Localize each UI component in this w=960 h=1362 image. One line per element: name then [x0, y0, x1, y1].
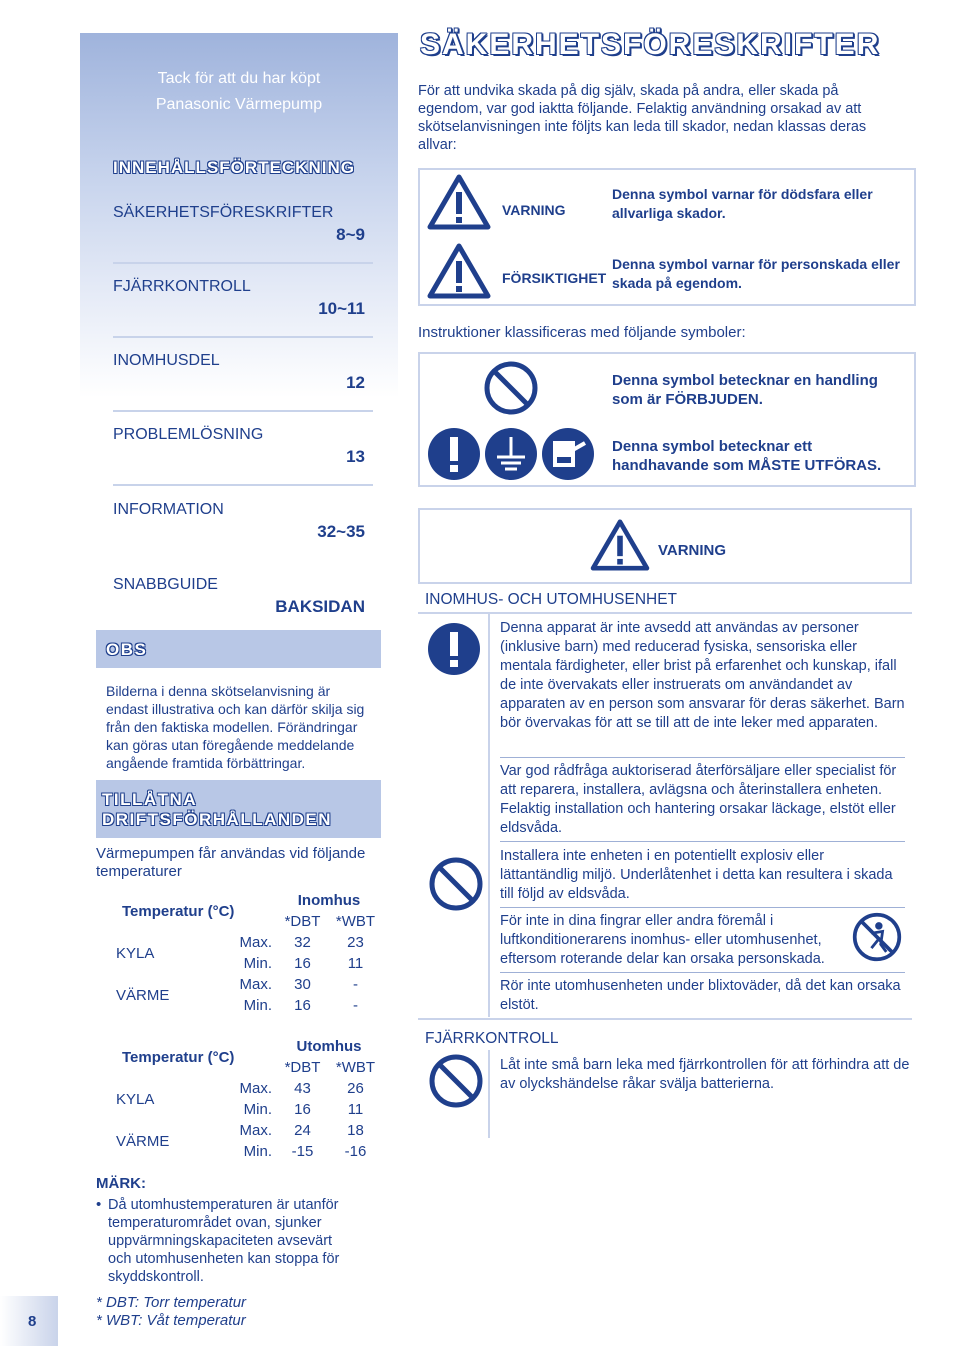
instr-intro: Instruktioner klassificeras med följande symboler: [418, 324, 746, 341]
mode-cell: KYLA [116, 1090, 155, 1108]
severity-desc-warning: Denna symbol varnar för dödsfara eller allvarliga skador. [612, 186, 873, 221]
kind-cell: Min. [243, 1101, 272, 1118]
footnote-wbt: * WBT: Våt temperatur [96, 1312, 246, 1329]
toc-title: INNEHÅLLSFÖRTECKNING [113, 158, 355, 177]
remote-warning-text: Låt inte små barn leka med fjärrkontrollen för att förhindra att de av olyckshändelse råkar svälja batterierna. [500, 1057, 910, 1092]
no-fingers-icon [851, 911, 903, 963]
indoor-temp-table [112, 890, 382, 1016]
allowed-title-1: TILLÅTNA [102, 790, 198, 809]
page-title: SÄKERHETSFÖRESKRIFTER [420, 28, 881, 61]
table-group: Inomhus [297, 892, 361, 909]
prohibited-icon [428, 1053, 484, 1109]
table-group: Utomhus [296, 1038, 362, 1055]
prohibited-icon [428, 856, 484, 912]
toc-label: FJÄRRKONTROLL [113, 278, 251, 295]
severity-label-caution: FÖRSIKTIGHET [502, 270, 607, 286]
warning-text-4: För inte in dina fingrar eller andra föremål i luftkonditionerarens inomhus- eller utomhusenhet, eftersom roterande delar kan orsaka personskada. [500, 913, 825, 967]
mandatory-icon [427, 622, 481, 676]
warning-header-label: VARNING [658, 542, 727, 559]
divider [113, 484, 373, 486]
outdoor-temp-table [112, 1036, 382, 1162]
toc-entry-safety[interactable] [113, 204, 373, 245]
dbt-cell: 43 [294, 1080, 311, 1097]
toc-entry-remote[interactable] [113, 278, 373, 319]
mode-cell: KYLA [116, 944, 155, 962]
mandatory-icon [427, 427, 481, 481]
kind-cell: Max. [239, 1080, 272, 1097]
dbt-cell: 16 [294, 997, 311, 1014]
intro-text: För att undvika skada på dig själv, skada på andra, eller skada på egendom, var god iaktta följande. Felaktig användning orsakad av att skötselanvisningen inte följts kan leda till skador, nedan klassas deras allvar: [418, 83, 867, 153]
thanks-line-2: Panasonic Värmepump [155, 96, 323, 113]
toc-label: INOMHUSDEL [113, 352, 220, 369]
table-row [112, 1120, 382, 1141]
icon-column-rule [488, 612, 490, 1017]
dbt-cell: -15 [291, 1143, 314, 1160]
warning-triangle-icon [427, 174, 491, 230]
wbt-cell: - [353, 976, 358, 993]
warning-text-3: Installera inte enheten i en potentiellt explosiv eller lättantändlig miljö. Underlåtenhet i detta kan resultera i skada till följd av eldsvåda. [500, 848, 893, 902]
toc-page: 12 [346, 373, 365, 392]
toc-label: SÄKERHETSFÖRESKRIFTER [113, 204, 334, 221]
wbt-cell: 23 [347, 934, 364, 951]
icon-column-rule [488, 1050, 490, 1138]
kind-cell: Min. [243, 955, 272, 972]
section-indoor-title: INOMHUS- OCH UTOMHUSENHET [425, 591, 678, 608]
allowed-intro: Värmepumpen får användas vid följande temperaturer [96, 845, 366, 880]
col-wbt: *WBT [335, 1059, 376, 1076]
toc-entry-information[interactable] [113, 501, 373, 542]
warning-text-1: Denna apparat är inte avsedd att användas av personer (inklusive barn) med reducerad fysiska, sensoriska eller mentala färdigheter, eller brist på erfarenhet och kunskap, ifall de inte övervakats eller instruerats om användandet av apparaten av en person som ansvarar för deras säkerhet. Barn bör övervakas för att se till att de inte leker med apparaten. [500, 620, 905, 731]
table-head-label: Temperatur (°C) [122, 1048, 235, 1066]
footnote-dbt: * DBT: Torr temperatur [96, 1294, 247, 1311]
symbol-desc-mandatory: Denna symbol betecknar ett handhavande som MÅSTE UTFÖRAS. [612, 438, 882, 474]
wbt-cell: 26 [347, 1080, 364, 1097]
toc-page: 10~11 [318, 299, 365, 318]
obs-text: Bilderna i denna skötselanvisning är endast illustrativa och kan därför skilja sig från den faktiska modellen. Förändringar kan göras utan föregående meddelande angående framtida förbättringar. [106, 683, 365, 771]
toc-label: SNABBGUIDE [113, 576, 218, 593]
toc-label: INFORMATION [113, 501, 224, 518]
bullet-dot: • [96, 1196, 102, 1213]
divider [113, 262, 373, 264]
separator [500, 972, 905, 973]
kind-cell: Max. [239, 934, 272, 951]
separator [500, 841, 905, 842]
dbt-cell: 24 [294, 1122, 311, 1139]
separator [500, 757, 905, 758]
table-row [112, 1078, 382, 1099]
section-rule [418, 612, 912, 614]
symbol-desc-prohibited: Denna symbol betecknar en handling som är FÖRBJUDEN. [612, 372, 878, 408]
wbt-cell: 18 [347, 1122, 364, 1139]
thanks-text [80, 66, 398, 118]
page-number: 8 [28, 1313, 37, 1330]
toc-entry-indoor[interactable] [113, 352, 373, 393]
mode-cell: VÄRME [116, 986, 170, 1004]
kind-cell: Min. [243, 1143, 272, 1160]
toc-page: 8~9 [336, 225, 365, 244]
dbt-cell: 16 [294, 955, 311, 972]
toc-page: BAKSIDAN [275, 597, 365, 616]
wbt-cell: 11 [347, 1101, 364, 1118]
divider [113, 336, 373, 338]
note-title: MÄRK: [96, 1175, 146, 1192]
severity-desc-caution: Denna symbol varnar för personskada eller skada på egendom. [612, 256, 900, 291]
separator [500, 907, 905, 908]
col-dbt: *DBT [284, 1059, 321, 1076]
breaker-off-icon [541, 427, 595, 481]
wbt-cell: 11 [347, 955, 364, 972]
toc-page: 32~35 [317, 522, 365, 541]
thanks-line-1: Tack för att du har köpt [157, 70, 321, 87]
mode-cell: VÄRME [116, 1132, 170, 1150]
kind-cell: Min. [243, 997, 272, 1014]
table-head-label: Temperatur (°C) [122, 902, 235, 920]
wbt-cell: -16 [344, 1143, 367, 1160]
toc-page: 13 [346, 447, 365, 466]
allowed-title-2: DRIFTSFÖRHÅLLANDEN [102, 810, 333, 829]
severity-label-warning: VARNING [502, 202, 566, 218]
wbt-cell: - [353, 997, 358, 1014]
col-dbt: *DBT [284, 913, 321, 930]
warning-text-5: Rör inte utomhusenheten under blixtoväder, då det kan orsaka elstöt. [500, 978, 901, 1013]
warning-text-2: Var god rådfråga auktoriserad återförsäljare eller specialist för att reparera, installera, avlägsna och återinstallera enheten. Felaktig installation och hantering orsakar läckage, elstöt eller eldsvåda. [500, 763, 897, 836]
col-wbt: *WBT [335, 913, 376, 930]
note-text: Då utomhustemperaturen är utanför temperaturområdet ovan, sjunker uppvärmningskapaciteten avsevärt och utomhusenheten kan stoppa för skyddskontroll. [108, 1197, 340, 1285]
dbt-cell: 30 [294, 976, 311, 993]
warning-triangle-icon [427, 243, 491, 299]
kind-cell: Max. [239, 976, 272, 993]
toc-label: PROBLEMLÖSNING [113, 426, 264, 443]
dbt-cell: 32 [294, 934, 311, 951]
section-rule [418, 1018, 912, 1020]
toc-entry-troubleshooting[interactable] [113, 426, 373, 467]
ground-icon [484, 427, 538, 481]
toc-entry-quickguide[interactable] [113, 576, 373, 617]
table-row [112, 974, 382, 995]
prohibited-icon [483, 360, 539, 416]
table-row [112, 932, 382, 953]
obs-title: OBS [106, 640, 148, 659]
section-remote-title: FJÄRRKONTROLL [425, 1030, 559, 1047]
dbt-cell: 16 [294, 1101, 311, 1118]
divider [113, 410, 373, 412]
warning-triangle-icon [590, 519, 650, 571]
kind-cell: Max. [239, 1122, 272, 1139]
